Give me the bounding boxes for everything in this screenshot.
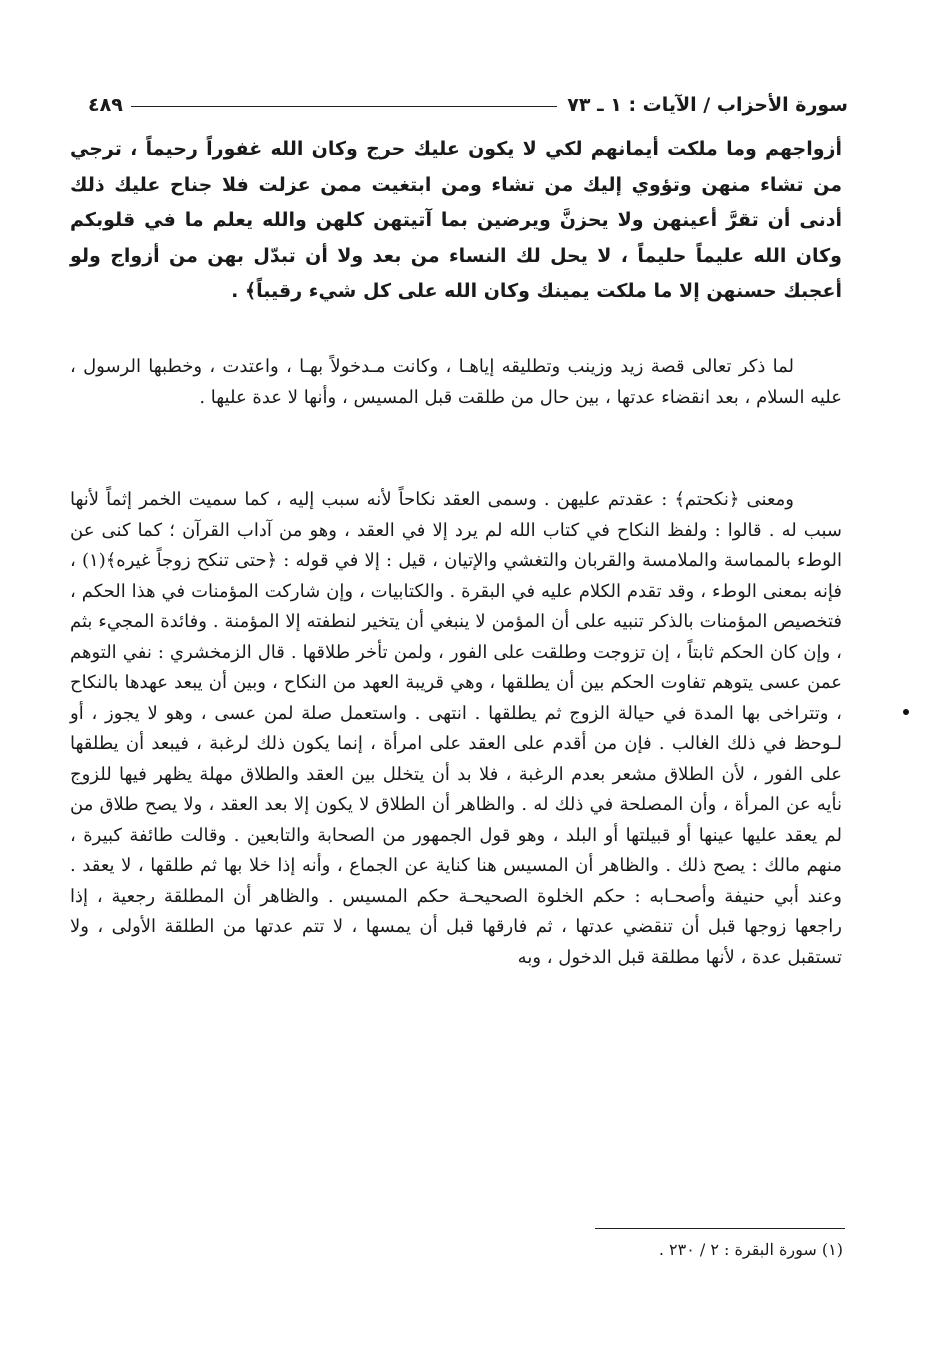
page-number: ٤٨٩ xyxy=(88,94,123,116)
footnote-rule xyxy=(595,1228,845,1229)
margin-dot xyxy=(903,709,909,715)
paragraph-2: ومعنى ﴿نكحتم﴾ : عقدتم عليهن . وسمى العقد نكاحاً لأنه سبب إليه ، كما سميت الخمر إثماً لأنها سبب له . قالوا : ولفظ النكاح في كتاب الله لم يرد إلا في العقد ، وهو من آداب القرآن ؛ كما كنى عن الوطء بالمماسة والملامسة والقربان والتغشي والإتيان ، قيل : إلا في قوله : ﴿حتى تنكح زوجاً غيره﴾(١) ، فإنه بمعنى الوطء ، وقد تقدم الكلام عليه في البقرة . والكتابيات ، وإن شاركت المؤمنات في هذا الحكم ، فتخصيص المؤمنات بالذكر تنبيه على أن المؤمن لا ينبغي أن يتخير لنطفته إلا المؤمنة . وفائدة المجيء بثم ، وإن كان الحكم ثابتاً ، إن تزوجت وطلقت على الفور ، ولمن تأخر طلاقها . قال الزمخشري : نفي التوهم عمن عسى يتوهم تفاوت الحكم بين أن يطلقها ، وهي قريبة العهد من النكاح ، وبين أن يبعد عهدها بالنكاح ، وتتراخى بها المدة في حيالة الزوج ثم يطلقها . انتهى . واستعمل صلة لمن عسى ، وهو لا يجوز ، أو لـوحظ في ذلك الغالب . فإن من أقدم على العقد على امرأة ، إنما يكون ذلك لرغبة ، فيبعد أن يطلقها على الفور ، لأن الطلاق مشعر بعدم الرغبة ، فلا بد أن يتخلل بين العقد والطلاق مهلة يظهر فيها للزوج نأيه عن المرأة ، وأن المصلحة في ذلك له . والظاهر أن الطلاق لا يكون إلا بعد العقد ، ولا يصح طلاق من لم يعقد عليها عينها أو قبيلتها أو البلد ، وهو قول الجمهور من الصحابة والتابعين . وقالت طائفة كبيرة ، منهم مالك : يصح ذلك . والظاهر أن المسيس هنا كناية عن الجماع ، وأنه إذا خلا بها ثم طلقها ، لا يعقد . وعند أبي حنيفة وأصحـابه : حكم الخلوة الصحيحـة حكم المسيس . والظاهر أن المطلقة رجعية ، إذا راجعها زوجها قبل أن تنقضي عدتها ، ثم فارقها قبل أن يمسها ، لا تتم عدتها من الطلقة الأولى ، ولا تستقبل عدة ، لأنها مطلقة قبل الدخول ، وبه xyxy=(70,489,843,968)
running-header xyxy=(88,88,848,122)
header-rule xyxy=(131,106,557,107)
paragraph-1: لما ذكر تعالى قصة زيد وزينب وتطليقه إياهـا ، وكانت مـدخولاً بهـا ، واعتدت ، وخطبها الرسول ، عليه السلام ، بعد انقضاء عدتها ، بين حال من طلقت قبل المسيس ، وأنها لا عدة عليها . xyxy=(70,356,842,408)
verse-text: أزواجهم وما ملكت أيمانهم لكي لا يكون عليك حرج وكان الله غفوراً رحيماً ، ترجي من تشاء منهن وتؤوي إليك من تشاء ومن ابتغيت ممن عزلت فلا جناح عليك ذلك أدنى أن تقرَّ أعينهن ولا يحزنَّ ويرضين بما آتيتهن كلهن والله يعلم ما في قلوبكم وكان الله عليماً حليماً ، لا يحل لك النساء من بعد ولا أن تبدّل بهن من أزواج ولو أعجبك حسنهن إلا ما ملكت يمينك وكان الله على كل شيء رقيباً﴾ . xyxy=(70,138,842,302)
footnote: (١) سورة البقرة : ٢ / ٢٣٠ . xyxy=(658,1240,843,1259)
header-title: سورة الأحزاب / الآيات : ١ ـ ٧٣ xyxy=(567,94,848,116)
